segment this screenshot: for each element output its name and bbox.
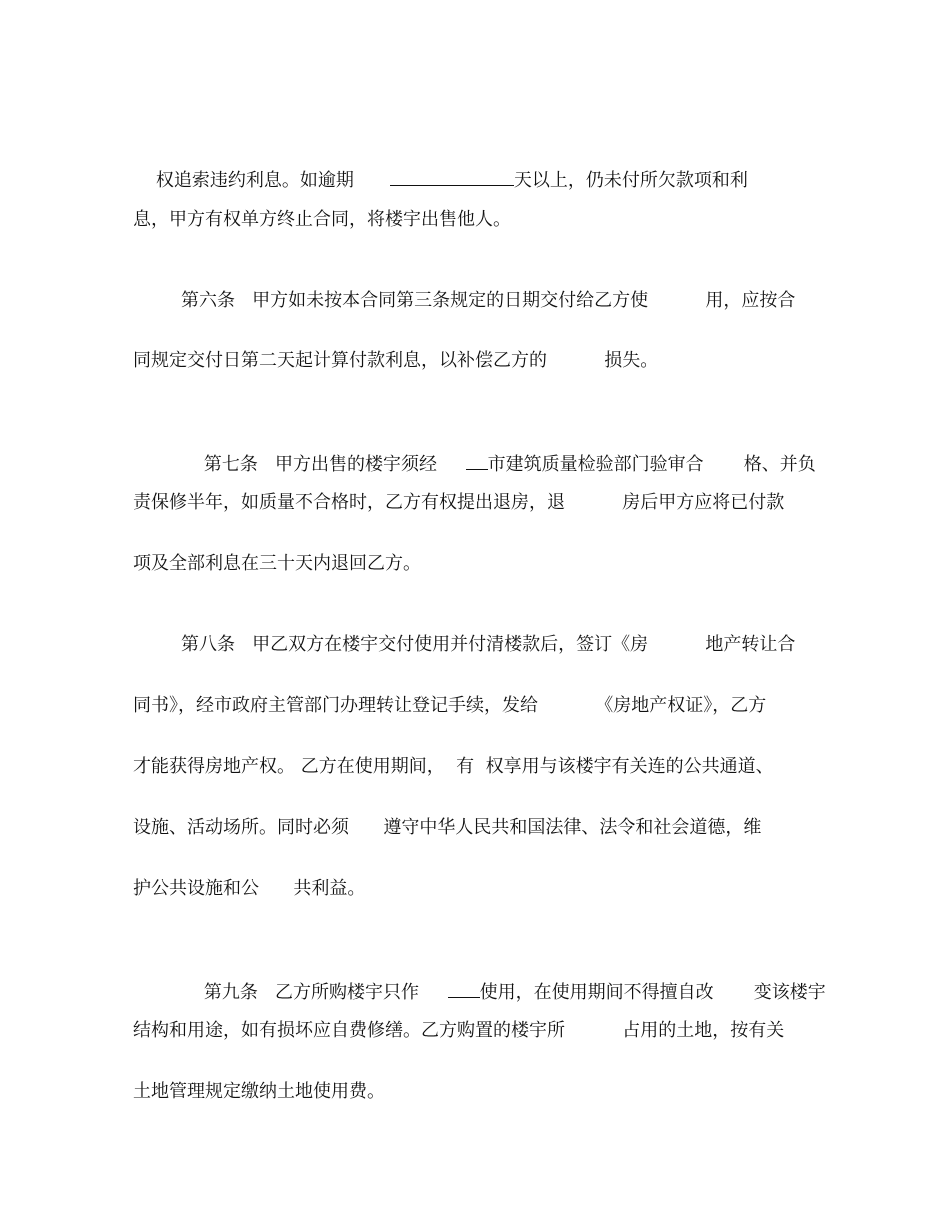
text-line-1 — [133, 147, 833, 214]
article-6-line-2: 同规定交付日第二天起计算付款利息，以补偿乙方的 损失。 — [133, 350, 659, 371]
fill-in-blank — [390, 169, 514, 186]
article-8-line-4: 设施、活动场所。同时必须 遵守中华人民共和国法律、法令和社会道德，维 — [133, 817, 762, 838]
text-segment: 使用，在使用期间不得擅自改 变该楼宇 — [479, 982, 826, 1003]
text-segment: 市建筑质量检验部门验审合 格、并负 — [487, 454, 816, 475]
fill-in-blank — [448, 981, 480, 998]
text-segment: 天以上，仍未付所欠款项和利 — [513, 170, 748, 191]
fill-in-blank — [466, 453, 488, 470]
text-segment: 第七条 甲方出售的楼宇须经 — [203, 454, 466, 475]
article-7-line-1 — [181, 431, 881, 498]
article-7-line-2: 责保修半年，如质量不合格时，乙方有权提出退房，退 房后甲方应将已付款 — [133, 492, 785, 513]
article-8-line-3: 才能获得房地产权。 乙方在使用期间， 有 权享用与该楼宇有关连的公共通道、 — [133, 756, 774, 777]
article-8-line-1: 第八条 甲乙双方在楼宇交付使用并付清楼款后，签订《房 地产转让合 — [181, 634, 796, 655]
article-9-line-2: 结构和用途，如有损坏应自费修缮。乙方购置的楼宇所 占用的土地，按有关 — [133, 1020, 785, 1041]
text-segment: 第九条 乙方所购楼宇只作 — [203, 982, 448, 1003]
article-7-line-3: 项及全部利息在三十天内退回乙方。 — [133, 553, 421, 574]
article-8-line-2: 同书》，经市政府主管部门办理转让登记手续，发给 《房地产权证》，乙方 — [133, 695, 767, 716]
text-line-2: 息，甲方有权单方终止合同，将楼宇出售他人。 — [133, 209, 511, 230]
article-9-line-1 — [181, 959, 881, 1026]
article-9-line-3: 土地管理规定缴纳土地使用费。 — [133, 1081, 385, 1102]
article-6-line-1: 第六条 甲方如未按本合同第三条规定的日期交付给乙方使 用，应按合 — [181, 290, 796, 311]
text-segment: 权追索违约利息。如逾期 — [155, 170, 354, 191]
article-8-line-5: 护公共设施和公 共利益。 — [133, 878, 366, 899]
